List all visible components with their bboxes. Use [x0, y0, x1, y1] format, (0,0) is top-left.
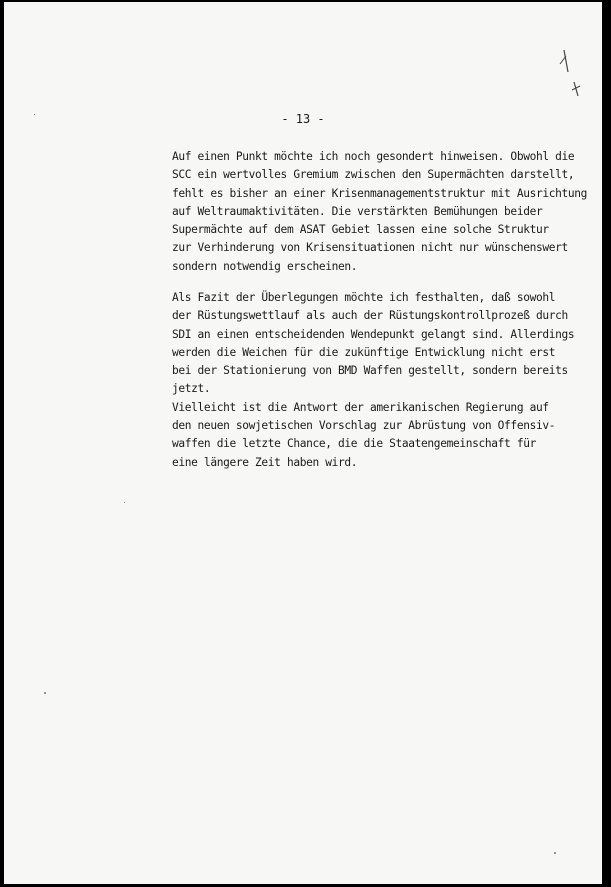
paragraph-conclusion: Als Fazit der Überlegungen möchte ich festhalten, daß sowohl der Rüstungswettlauf als auch der Rüstungskontrollprozeß durch SDI an einen entscheidenden Wendepunkt gelangt sind. Allerdings werden die Weichen für die zukünftige Entwicklung nicht erst bei der Stationierung von BMD Waffen gestellt, sondern bereits jetzt. Vielleicht ist die Antwort der amerikanischen Regierung auf den neuen sowjetischen Vorschlag zur Abrüstung von Offensiv- waffen die letzte Chance, die die Staatengemeinschaft für eine längere Zeit haben wird. — [172, 291, 575, 469]
scan-speck — [124, 502, 125, 503]
paragraph-crisis-management: Auf einen Punkt möchte ich noch gesondert hinweisen. Obwohl die SCC ein wertvolles Gremium zwischen den Supermächten darstellt, fehlt es bisher an einer Krisenmanagementstruktur mit Ausrichtung auf Weltraumaktivitäten. Die verstärkten Bemühungen beider Supermächte auf dem ASAT Gebiet lassen eine solche Struktur zur Verhinderung von Krisensituationen nicht nur wünschenswert sondern notwendig erscheinen. — [172, 150, 588, 273]
scan-speck — [34, 114, 35, 115]
handwritten-mark — [544, 42, 584, 102]
scan-border — [602, 0, 611, 887]
page-number: - 13 - — [281, 112, 325, 126]
scan-speck — [554, 852, 556, 854]
document-page — [4, 2, 602, 884]
scan-speck — [44, 692, 46, 694]
